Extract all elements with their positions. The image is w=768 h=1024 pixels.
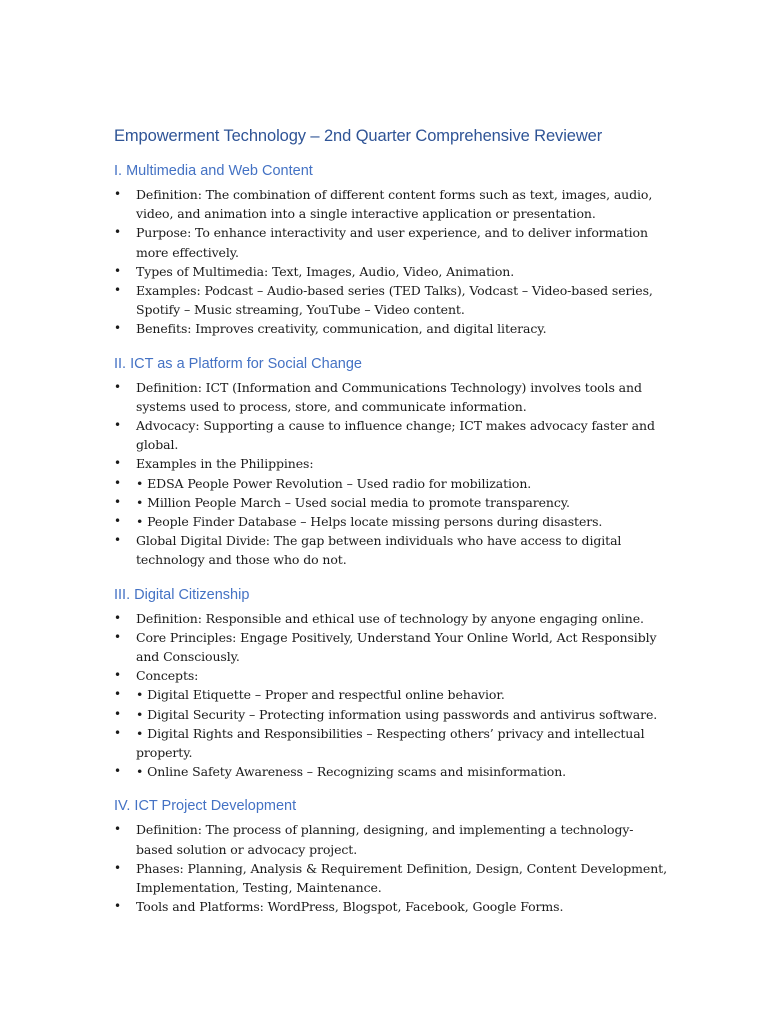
section — [114, 795, 668, 916]
list-item — [114, 820, 668, 858]
bullet-icon: • — [114, 418, 121, 433]
bullet-list — [114, 185, 668, 339]
list-item-text: Examples: Podcast – Audio-based series (TED Talks), Vodcast – Video-based series, Spotify – Music streaming, YouTube – Video content. — [136, 283, 653, 318]
section — [114, 353, 668, 570]
list-item — [114, 319, 668, 338]
bullet-icon: • — [114, 187, 121, 201]
list-item — [114, 474, 668, 493]
list-item — [114, 666, 668, 685]
bullet-icon: • — [114, 263, 121, 278]
list-item — [114, 416, 668, 454]
list-item — [114, 724, 668, 762]
bullet-icon: • — [114, 822, 121, 837]
bullet-icon: • — [114, 494, 121, 509]
bullet-icon: • — [114, 321, 121, 336]
list-item — [114, 897, 668, 916]
document-title: Empowerment Technology – 2nd Quarter Comprehensive Reviewer — [114, 127, 603, 145]
bullet-icon: • — [114, 687, 121, 702]
section — [114, 160, 668, 339]
list-item-text: Examples in the Philippines: — [136, 456, 314, 472]
list-item — [114, 493, 668, 512]
list-item-text: • Digital Etiquette – Proper and respectful online behavior. — [136, 687, 505, 703]
list-item-text: • Online Safety Awareness – Recognizing scams and misinformation. — [136, 764, 567, 780]
list-item-text: • Digital Security – Protecting information using passwords and antivirus software. — [136, 706, 658, 722]
list-item-text: Advocacy: Supporting a cause to influence change; ICT makes advocacy faster and global. — [136, 418, 655, 453]
list-item — [114, 762, 668, 781]
list-item-text: Types of Multimedia: Text, Images, Audio, Video, Animation. — [136, 263, 515, 279]
list-item-text: Definition: ICT (Information and Communications Technology) involves tools and systems used to process, store, and communicate information. — [136, 379, 642, 414]
bullet-icon: • — [114, 629, 121, 644]
list-item — [114, 185, 668, 223]
section-heading: II. ICT as a Platform for Social Change — [114, 355, 362, 372]
list-item-text: Global Digital Divide: The gap between individuals who have access to digital technology and those who do not. — [136, 533, 622, 568]
list-item-text: Benefits: Improves creativity, communication, and digital literacy. — [136, 321, 547, 337]
bullet-icon: • — [114, 225, 121, 240]
list-item — [114, 531, 668, 569]
list-item-text: Core Principles: Engage Positively, Understand Your Online World, Act Responsibly and Consciously. — [136, 629, 657, 665]
list-item — [114, 454, 668, 473]
list-item — [114, 705, 668, 724]
bullet-icon: • — [114, 725, 121, 740]
list-item — [114, 262, 668, 281]
bullet-icon: • — [114, 475, 121, 490]
list-item-text: Concepts: — [136, 668, 199, 684]
list-item — [114, 378, 668, 416]
list-item-text: • Million People March – Used social media to promote transparency. — [136, 494, 570, 510]
list-item-text: Definition: Responsible and ethical use of technology by anyone engaging online. — [136, 610, 644, 626]
list-item — [114, 628, 668, 666]
document-body — [114, 160, 668, 917]
bullet-icon: • — [114, 514, 121, 529]
list-item-text: Purpose: To enhance interactivity and user experience, and to deliver information more effectively. — [136, 225, 648, 260]
list-item — [114, 223, 668, 261]
bullet-icon: • — [114, 379, 121, 394]
list-item — [114, 281, 668, 319]
bullet-icon: • — [114, 283, 121, 298]
list-item — [114, 859, 668, 897]
bullet-icon: • — [114, 899, 121, 914]
list-item-text: Definition: The combination of different content forms such as text, images, audio, video, and animation into a single interactive application or presentation. — [136, 187, 653, 222]
list-item-text: Phases: Planning, Analysis & Requirement Definition, Design, Content Development, Implementation, Testing, Maintenance. — [136, 860, 667, 896]
bullet-icon: • — [114, 860, 121, 875]
list-item — [114, 512, 668, 531]
list-item — [114, 609, 668, 628]
bullet-list — [114, 378, 668, 570]
section-heading: IV. ICT Project Development — [114, 798, 297, 815]
bullet-list — [114, 820, 668, 916]
section-heading: III. Digital Citizenship — [114, 586, 250, 603]
bullet-icon: • — [114, 706, 121, 721]
list-item-text: Definition: The process of planning, designing, and implementing a technology-based solution or advocacy project. — [136, 822, 634, 857]
bullet-icon: • — [114, 764, 121, 779]
section-heading: I. Multimedia and Web Content — [114, 163, 313, 179]
list-item-text: • People Finder Database – Helps locate missing persons during disasters. — [136, 514, 603, 530]
bullet-icon: • — [114, 668, 121, 683]
bullet-icon: • — [114, 610, 121, 625]
list-item — [114, 685, 668, 704]
list-item-text: • Digital Rights and Responsibilities – Respecting others’ privacy and intellectual property. — [136, 725, 645, 761]
list-item-text: • EDSA People Power Revolution – Used radio for mobilization. — [136, 475, 532, 491]
bullet-icon: • — [114, 533, 121, 548]
bullet-icon: • — [114, 456, 121, 471]
section — [114, 584, 668, 782]
list-item-text: Tools and Platforms: WordPress, Blogspot, Facebook, Google Forms. — [136, 899, 564, 915]
bullet-list — [114, 609, 668, 782]
